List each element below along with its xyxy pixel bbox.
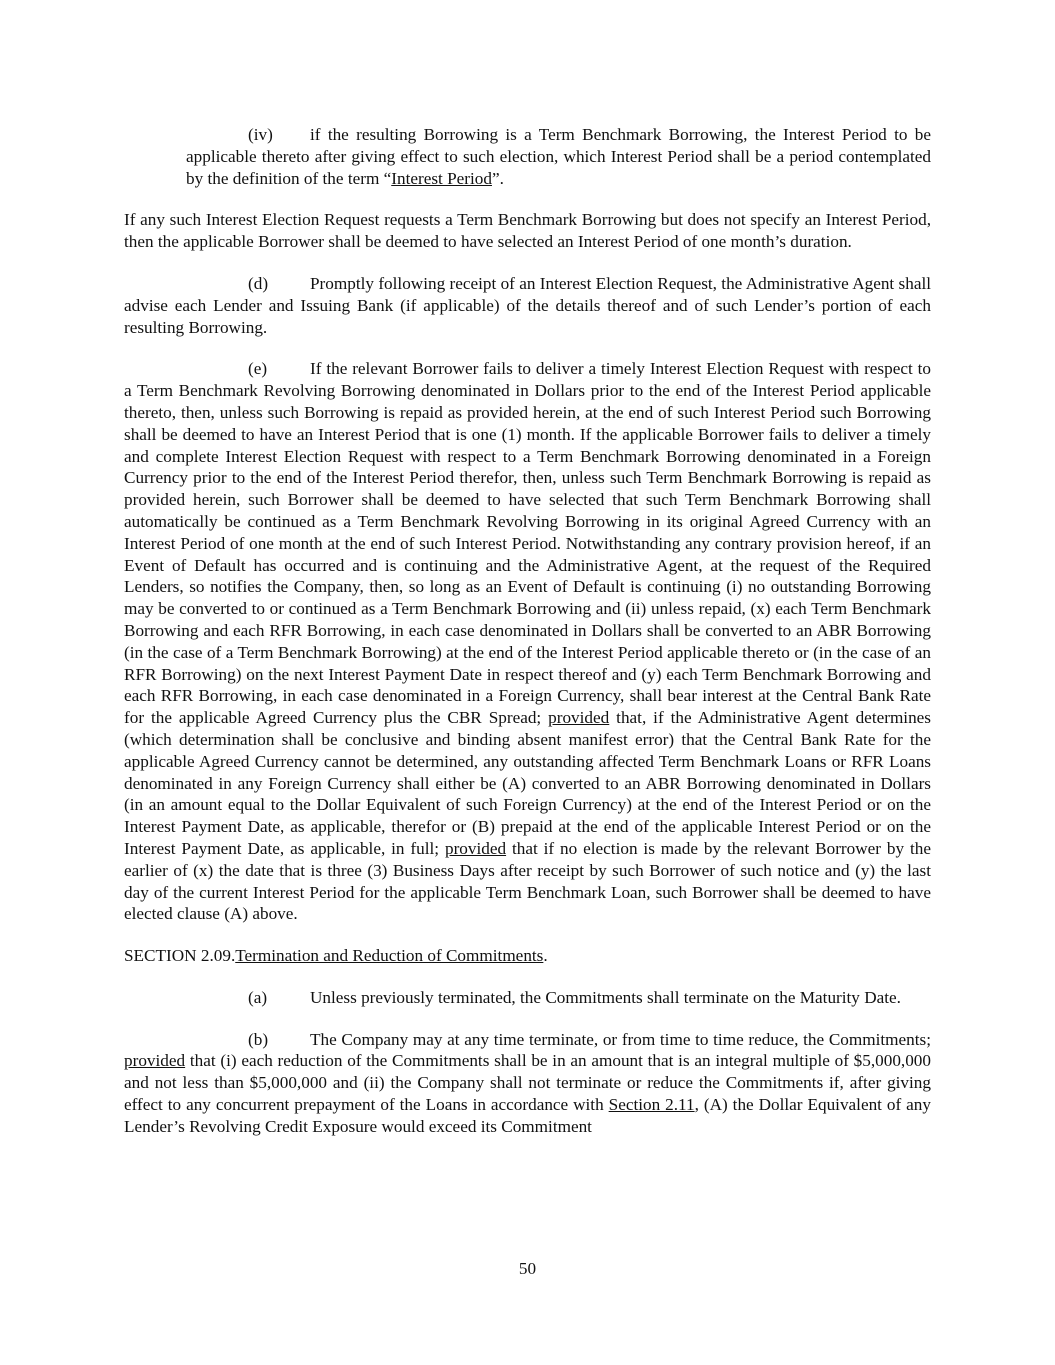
- paragraph-iv: [186, 124, 931, 189]
- section-number: SECTION 2.09.: [124, 946, 236, 966]
- paragraph-e: [124, 358, 931, 925]
- document-page: [124, 124, 931, 1158]
- paragraph-iv-end: ”.: [491, 168, 504, 188]
- paragraph-d-text: Promptly following receipt of an Interest Election Request, the Administrative Agent shall advise each Lender and Issuing Bank (if applicable) of the details thereof and of such Lender’s portion of each resulting Borrowing.: [124, 273, 931, 337]
- paragraph-b-text-2: that (i) each reduction of the Commitments shall be in an amount that is an integral multiple of $5,000,000 and not less than $5,000,000 and (ii) the Company shall not terminate or reduce the Commitments if, after giving effect to any concurrent prepayment of the Loans in accordance with: [124, 1051, 931, 1115]
- clause-label-b: (b): [248, 1029, 269, 1049]
- paragraph-iv-text: if the resulting Borrowing is a Term Benchmark Borrowing, the Interest Period to be applicable thereto after giving effect to such election, which Interest Period shall be a period contemplated by the definition of the term “: [186, 125, 931, 188]
- clause-label-d: (d): [248, 273, 269, 293]
- section-title-period: .: [543, 946, 548, 966]
- clause-label-iv: (iv): [248, 125, 273, 144]
- section-title: Termination and Reduction of Commitments: [235, 946, 544, 966]
- paragraph-b-text-1: The Company may at any time terminate, or from time to time reduce, the Commitments;: [310, 1029, 931, 1049]
- paragraph-e-text-1: If the relevant Borrower fails to deliver a timely Interest Election Request with respect to a Term Benchmark Revolving Borrowing denominated in Dollars prior to the end of the Interest Period applicable thereto, then, unless such Borrowing is repaid as provided herein, at the end of such Interest Period such Borrowing shall be deemed to have an Interest Period that is one (1) month. If the applicable Borrower fails to deliver a timely and complete Interest Election Request with respect to a Term Benchmark Borrowing denominated in a Foreign Currency prior to the end of the Interest Period therefor, then, unless such Term Benchmark Borrowing is repaid as provided herein, such Borrower shall be deemed to have selected that such Term Benchmark Borrowing shall automatically be continued as a Term Benchmark Revolving Borrowing in its original Agreed Currency with an Interest Period of one month at the end of such Interest Period. Notwithstanding any contrary provision hereof, if an Event of Default has occurred and is continuing and the Administrative Agent, at the request of the Required Lenders, so notifies the Company, then, so long as an Event of Default is continuing (i) no outstanding Borrowing may be converted to or continued as a Term Benchmark Borrowing and (ii) unless repaid, (x) each Term Benchmark Borrowing and each RFR Borrowing, in each case denominated in Dollars shall be converted to an ABR Borrowing (in the case of a Term Benchmark Borrowing) at the end of the Interest Period applicable thereto or (in the case of an RFR Borrowing) on the next Interest Payment Date in respect thereof and (y) each Term Benchmark Borrowing and each RFR Borrowing, in each case denominated in a Foreign Currency, shall bear interest at the Central Bank Rate for the applicable Agreed Currency plus the CBR Spread;: [124, 359, 931, 728]
- section-reference-link: Section 2.11: [608, 1095, 695, 1115]
- paragraph-e-text-2: that, if the Administrative Agent determines (which determination shall be conclusive and binding absent manifest error) that the Central Bank Rate for the applicable Agreed Currency cannot be determined, any outstanding affected Term Benchmark Loans or RFR Loans denominated in any Foreign Currency shall either be (A) converted to an ABR Borrowing denominated in Dollars (in an amount equal to the Dollar Equivalent of such Foreign Currency) at the end of the Interest Period or on the Interest Payment Date, as applicable, therefor or (B) prepaid at the end of the applicable Interest Period or on the Interest Payment Date, as applicable, in full;: [124, 708, 931, 858]
- paragraph-section-a: [124, 987, 931, 1009]
- page-number: 50: [518, 1259, 537, 1278]
- interest-period-link: Interest Period: [391, 168, 492, 188]
- paragraph-b-text-3: , (A) the Dollar Equivalent of any Lender’s Revolving Credit Exposure would exceed its Commitment: [124, 1095, 931, 1136]
- paragraph-section-b: [124, 1029, 931, 1138]
- clause-label-a: (a): [248, 987, 268, 1007]
- paragraph-e-text-3: that if no election is made by the relevant Borrower by the earlier of (x) the date that is three (3) Business Days after receipt by such Borrower of such notice and (y) the last day of the current Interest Period for the applicable Term Benchmark Loan, such Borrower shall be deemed to have elected clause (A) above.: [124, 838, 931, 924]
- provided-term-2: provided: [444, 838, 507, 858]
- section-heading: [124, 945, 931, 967]
- paragraph-a-text: Unless previously terminated, the Commitments shall terminate on the Maturity Date.: [310, 987, 901, 1007]
- paragraph-d: [124, 273, 931, 338]
- clause-label-e: (e): [248, 359, 268, 379]
- provided-term-1: provided: [548, 708, 610, 728]
- provided-term-b: provided: [124, 1051, 186, 1071]
- paragraph-interest-election: If any such Interest Election Request requests a Term Benchmark Borrowing but does not specify an Interest Period, then the applicable Borrower shall be deemed to have selected an Interest Period of one month’s duration.: [124, 210, 931, 252]
